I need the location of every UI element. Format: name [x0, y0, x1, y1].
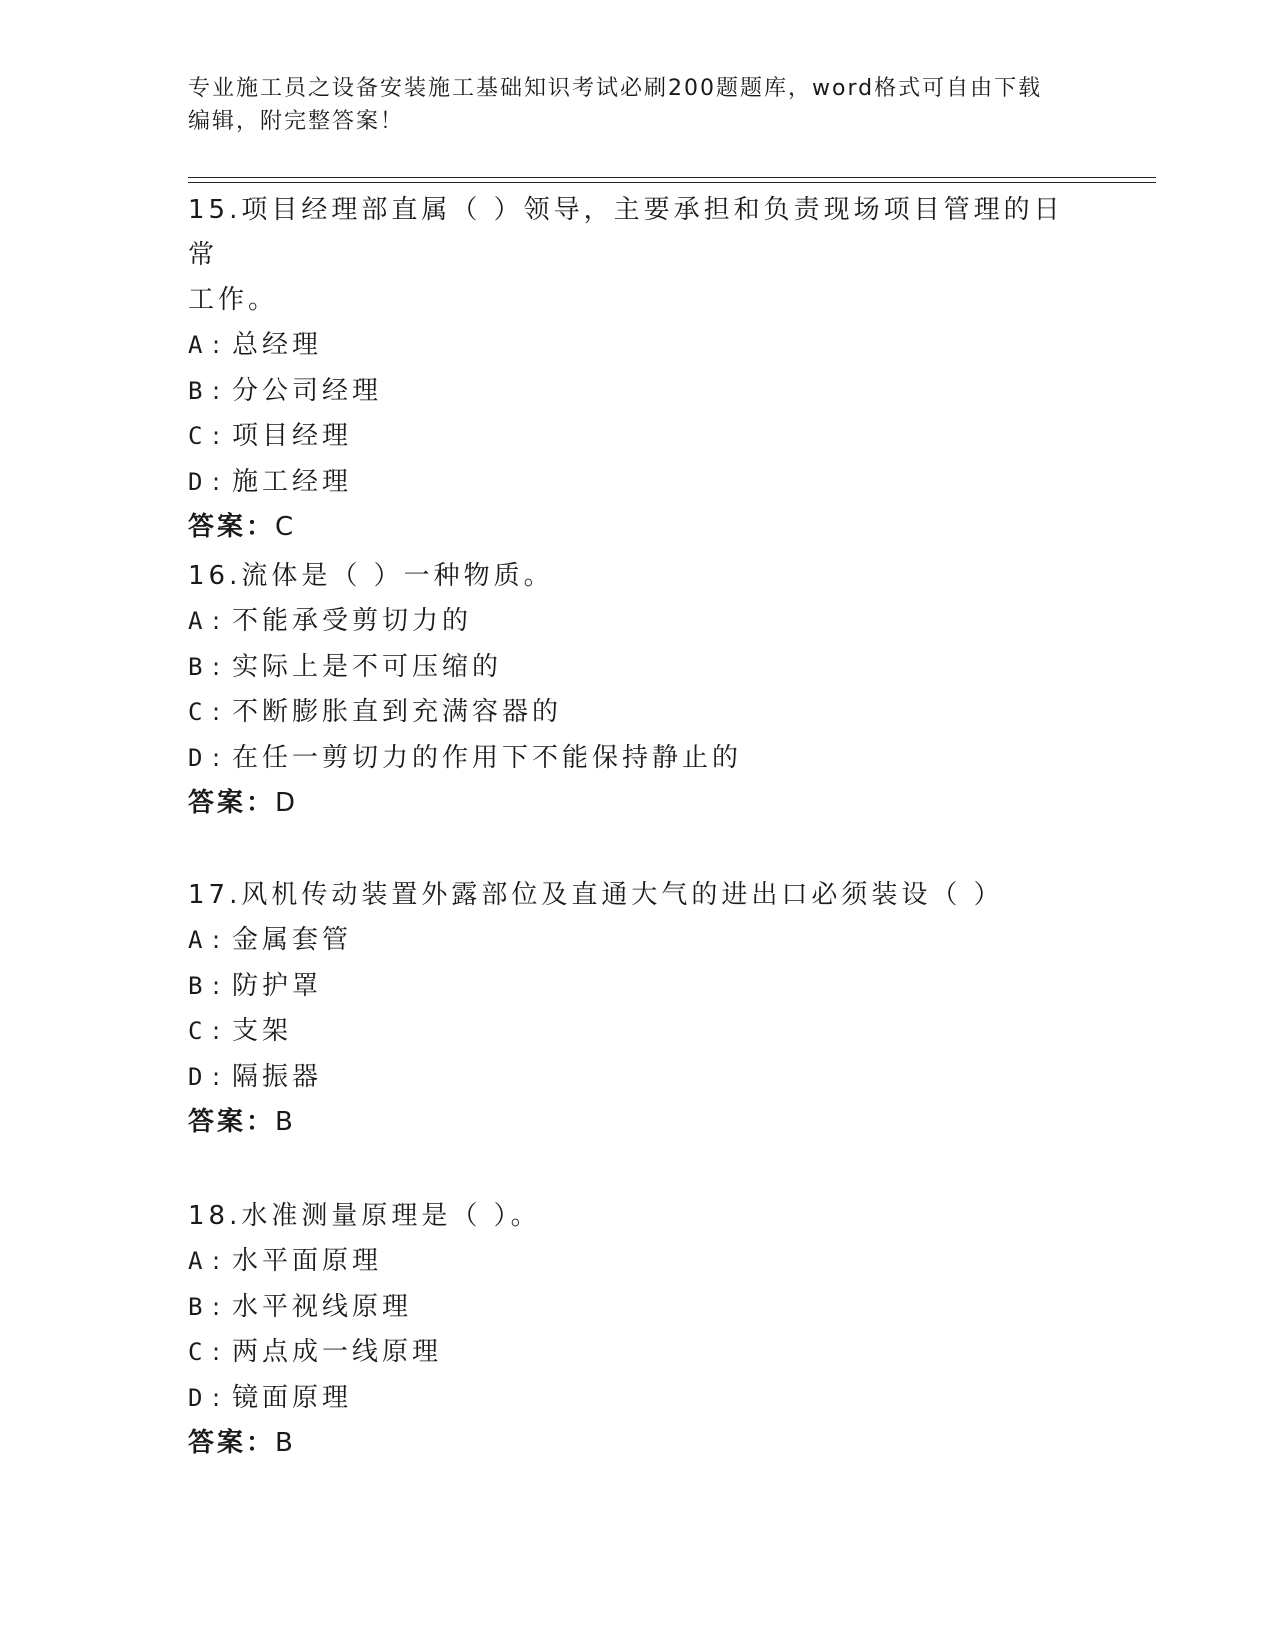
answer-value: B	[275, 1107, 296, 1137]
option-text: 防护罩	[232, 970, 323, 1001]
option-b	[188, 1285, 1088, 1331]
answer-label: 答案：	[188, 512, 276, 542]
option-text: 镜面原理	[232, 1382, 353, 1413]
answer-label: 答案：	[188, 1428, 276, 1458]
question-stem	[188, 188, 1088, 278]
question-number: 17.	[188, 880, 242, 910]
option-colon: :	[212, 971, 221, 1000]
option-colon: :	[212, 652, 221, 681]
option-a	[188, 599, 1088, 645]
option-letter: A	[188, 331, 203, 359]
question-stem	[188, 554, 1088, 599]
option-colon: :	[212, 698, 221, 726]
option-text: 金属套管	[232, 925, 353, 955]
option-a	[188, 323, 1088, 369]
option-colon: :	[212, 607, 221, 635]
option-colon: :	[212, 1017, 221, 1045]
option-letter: B	[188, 652, 203, 681]
answer-line	[188, 505, 1088, 551]
option-text: 分公司经理	[232, 375, 383, 406]
option-text: 隔振器	[232, 1061, 323, 1092]
question-number: 18.	[188, 1201, 242, 1231]
option-b	[188, 645, 1088, 691]
option-colon: :	[212, 1338, 221, 1366]
answer-value: B	[275, 1428, 296, 1458]
option-d	[188, 1376, 1088, 1422]
header-divider-top	[188, 177, 1156, 178]
option-text: 总经理	[232, 330, 323, 360]
option-b	[188, 964, 1088, 1010]
option-colon: :	[212, 743, 221, 772]
question-number: 15.	[188, 195, 242, 225]
question-17	[188, 873, 1088, 1146]
option-colon: :	[212, 467, 221, 496]
question-stem	[188, 1194, 1088, 1239]
option-letter: D	[188, 1062, 203, 1091]
question-text: 水准测量原理是（ ）。	[241, 1201, 541, 1231]
question-16	[188, 554, 1088, 827]
question-text: 项目经理部直属（ ）领导，主要承担和负责现场项目管理的日常	[188, 195, 1064, 270]
option-c	[188, 1330, 1088, 1376]
option-c	[188, 1009, 1088, 1055]
option-letter: C	[188, 698, 203, 726]
option-letter: C	[188, 1017, 203, 1045]
option-colon: :	[212, 926, 221, 954]
option-text: 两点成一线原理	[232, 1337, 443, 1367]
option-letter: A	[188, 926, 203, 954]
question-text-continued: 工作。	[188, 285, 279, 315]
question-number: 16.	[188, 561, 242, 591]
option-text: 在任一剪切力的作用下不能保持静止的	[232, 742, 743, 773]
option-text: 水平视线原理	[232, 1291, 413, 1322]
option-letter: A	[188, 1247, 203, 1275]
option-c	[188, 414, 1088, 460]
option-letter: D	[188, 1383, 203, 1412]
option-text: 施工经理	[232, 466, 353, 497]
option-colon: :	[212, 331, 221, 359]
header-line-2: 编辑，附完整答案！	[188, 109, 405, 134]
header-divider-bottom	[188, 182, 1156, 183]
answer-line	[188, 1100, 1088, 1146]
option-colon: :	[212, 376, 221, 405]
answer-value: C	[275, 512, 297, 542]
option-letter: D	[188, 467, 203, 496]
question-text: 流体是（ ）一种物质。	[241, 561, 554, 591]
option-letter: B	[188, 376, 203, 405]
option-d	[188, 460, 1088, 506]
option-c	[188, 690, 1088, 736]
question-stem	[188, 873, 1088, 918]
option-letter: A	[188, 607, 203, 635]
option-a	[188, 918, 1088, 964]
question-text: 风机传动装置外露部位及直通大气的进出口必须装设（ ）	[241, 880, 1004, 910]
option-text: 水平面原理	[232, 1246, 383, 1276]
answer-line	[188, 1421, 1088, 1467]
option-colon: :	[212, 1062, 221, 1091]
question-15	[188, 188, 1088, 551]
option-d	[188, 736, 1088, 782]
option-text: 不断膨胀直到充满容器的	[232, 697, 563, 727]
option-colon: :	[212, 422, 221, 450]
option-colon: :	[212, 1292, 221, 1321]
option-b	[188, 369, 1088, 415]
option-text: 项目经理	[232, 421, 353, 451]
answer-value: D	[275, 788, 299, 818]
answer-label: 答案：	[188, 1107, 276, 1137]
answer-line	[188, 781, 1088, 827]
option-colon: :	[212, 1383, 221, 1412]
option-d	[188, 1055, 1088, 1101]
option-text: 实际上是不可压缩的	[232, 651, 503, 682]
option-text: 不能承受剪切力的	[232, 606, 473, 636]
option-text: 支架	[232, 1016, 293, 1046]
option-letter: C	[188, 422, 203, 450]
option-letter: C	[188, 1338, 203, 1366]
option-letter: B	[188, 971, 203, 1000]
answer-label: 答案：	[188, 788, 276, 818]
header-line-1: 专业施工员之设备安装施工基础知识考试必刷200题题库，word格式可自由下载	[188, 76, 1043, 101]
document-header	[188, 72, 1068, 138]
option-colon: :	[212, 1247, 221, 1275]
option-letter: D	[188, 743, 203, 772]
option-letter: B	[188, 1292, 203, 1321]
question-18	[188, 1194, 1088, 1467]
option-a	[188, 1239, 1088, 1285]
